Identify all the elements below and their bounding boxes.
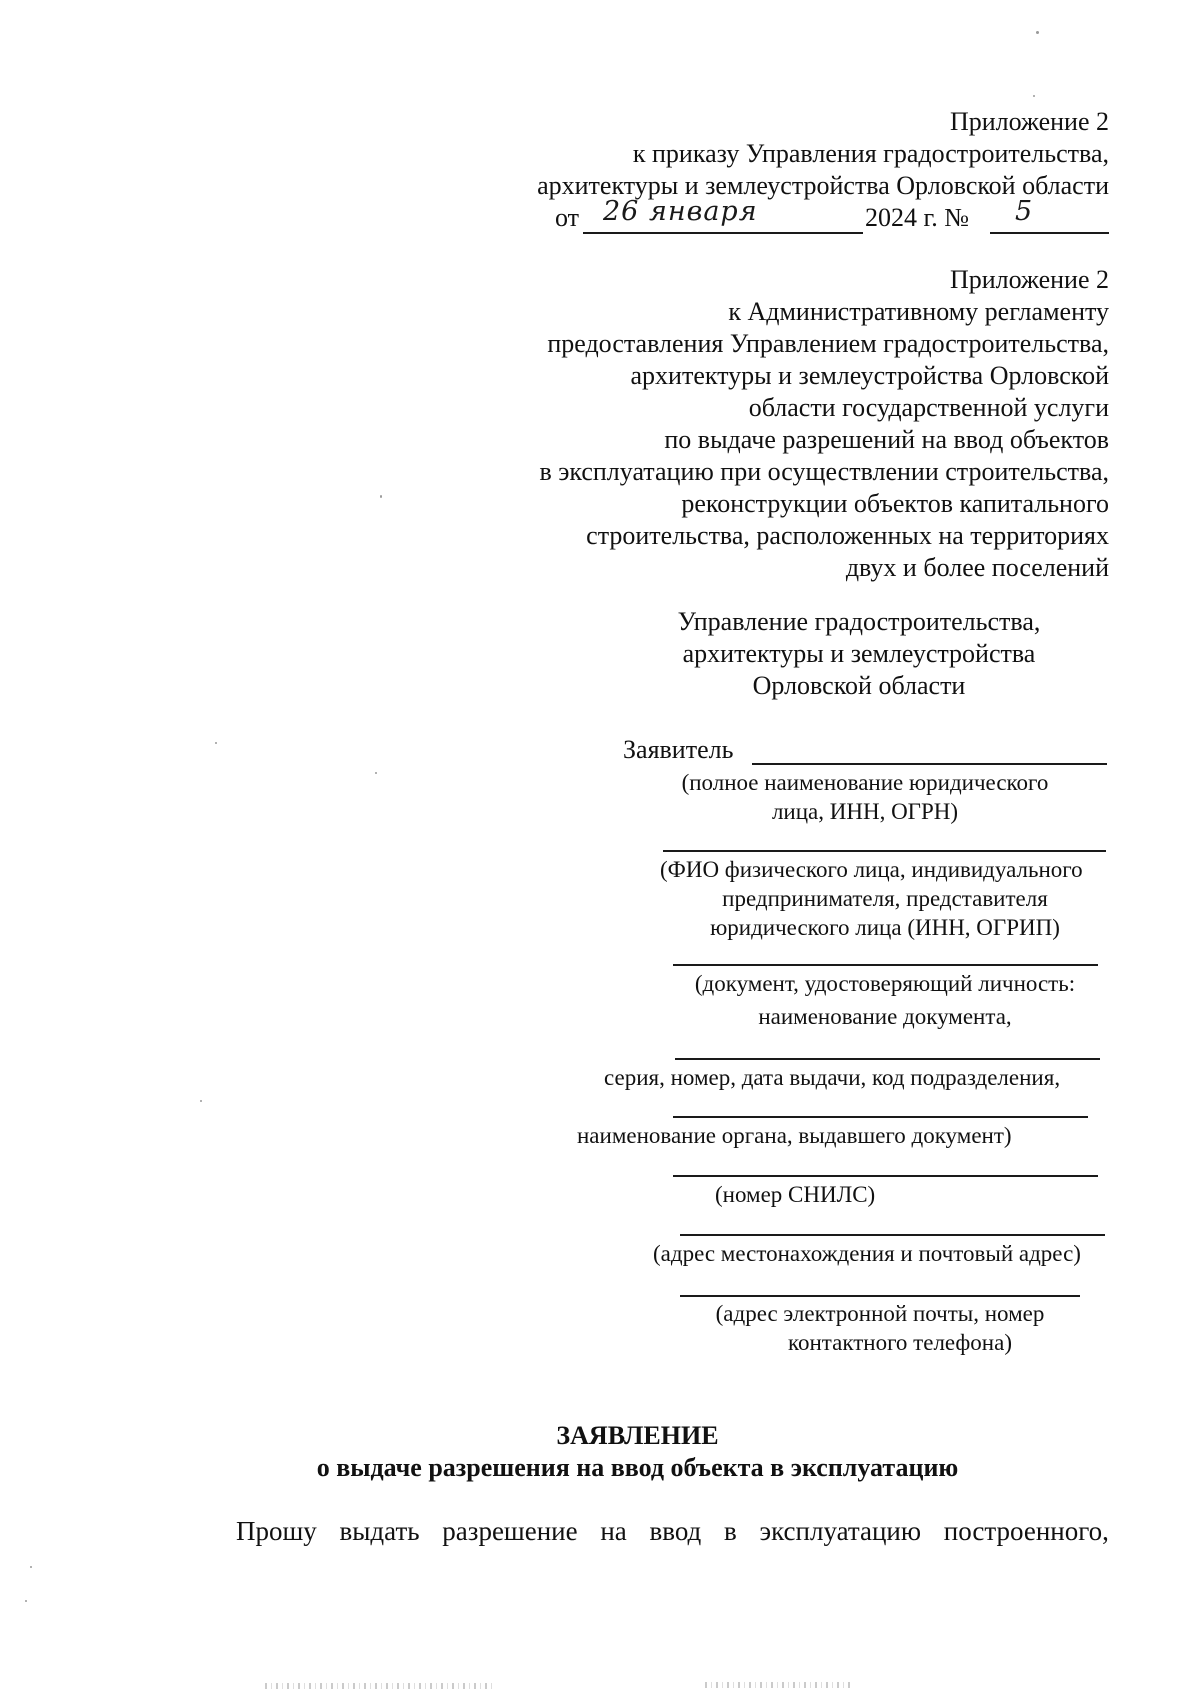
hint-person: (ФИО физического лица, индивидуального	[660, 857, 1083, 882]
body-word: эксплуатацию	[759, 1516, 922, 1546]
order-appendix-line: архитектуры и землеустройства Орловской области	[537, 171, 1109, 200]
regulation-appendix-line: по выдаче разрешений на ввод объектов	[664, 425, 1109, 454]
scan-speck	[25, 1600, 27, 1602]
hint-document: наименование документа,	[758, 1004, 1012, 1029]
order-appendix-title: Приложение 2	[949, 107, 1109, 136]
scan-noise-strip	[705, 1682, 850, 1688]
recipient-line: архитектуры и землеустройства	[682, 639, 1036, 668]
handwritten-number: 5	[1015, 196, 1034, 227]
regulation-appendix-line: строительства, расположенных на территориях	[586, 521, 1109, 550]
hint-series: серия, номер, дата выдачи, код подразделения,	[604, 1065, 1061, 1090]
regulation-appendix-line: предоставления Управлением градостроительства,	[547, 329, 1109, 358]
date-underline	[583, 232, 863, 234]
regulation-appendix-line: архитектуры и землеустройства Орловской	[630, 361, 1109, 390]
scan-speck	[1033, 95, 1035, 97]
body-word: на	[600, 1516, 627, 1546]
hint-issuer: наименование органа, выдавшего документ)	[577, 1123, 1012, 1148]
regulation-appendix-line: к Административному регламенту	[728, 297, 1109, 326]
handwritten-date: 26 января	[603, 196, 758, 227]
scan-speck	[30, 1566, 32, 1568]
number-underline	[990, 232, 1109, 234]
regulation-appendix-line: области государственной услуги	[748, 393, 1109, 422]
hint-person: предпринимателя, представителя	[722, 886, 1048, 911]
statement-title: ЗАЯВЛЕНИЕ	[556, 1421, 719, 1450]
body-word: ввод	[649, 1516, 702, 1546]
document-line	[673, 964, 1098, 966]
contact-line	[680, 1295, 1080, 1297]
regulation-appendix-line: реконструкции объектов капитального	[681, 489, 1109, 518]
regulation-appendix-line: в эксплуатацию при осуществлении строительства,	[539, 457, 1109, 486]
hint-contact: контактного телефона)	[787, 1330, 1012, 1355]
hint-legal: (полное наименование юридического	[681, 770, 1049, 795]
snils-line	[673, 1175, 1098, 1177]
regulation-appendix-title: Приложение 2	[949, 265, 1109, 294]
scan-speck	[375, 772, 377, 774]
body-word: построенного,	[943, 1516, 1109, 1546]
statement-subtitle: о выдаче разрешения на ввод объекта в эксплуатацию	[316, 1453, 959, 1482]
scan-speck	[215, 742, 217, 744]
hint-snils: (номер СНИЛС)	[715, 1182, 876, 1207]
body-word: выдать	[339, 1516, 420, 1546]
scan-speck	[380, 495, 382, 498]
scan-speck	[200, 1100, 202, 1102]
order-appendix-line: к приказу Управления градостроительства,	[632, 139, 1109, 168]
document-issuer-line	[673, 1116, 1088, 1118]
recipient-line: Управление градостроительства,	[677, 607, 1041, 636]
hint-person: юридического лица (ИНН, ОГРИП)	[710, 915, 1060, 940]
year-number-label: 2024 г. №	[865, 203, 970, 232]
hint-contact: (адрес электронной почты, номер	[715, 1301, 1045, 1326]
hint-document: (документ, удостоверяющий личность:	[694, 971, 1076, 996]
body-word: Прошу	[236, 1516, 317, 1546]
hint-legal: лица, ИНН, ОГРН)	[771, 799, 959, 824]
regulation-appendix-line: двух и более поселений	[845, 553, 1109, 582]
body-word: в	[724, 1516, 737, 1546]
applicant-name-line	[752, 763, 1107, 765]
date-prefix: от	[555, 203, 580, 232]
hint-address: (адрес местонахождения и почтовый адрес)	[653, 1241, 1081, 1266]
address-line	[680, 1234, 1105, 1236]
statement-body-line	[236, 1514, 1109, 1548]
scan-noise-strip	[265, 1683, 495, 1689]
scan-speck	[1036, 31, 1039, 34]
recipient-line: Орловской области	[752, 671, 966, 700]
body-word: разрешение	[442, 1516, 578, 1546]
person-name-line	[663, 850, 1106, 852]
applicant-label: Заявитель	[623, 735, 734, 764]
document-series-line	[675, 1058, 1100, 1060]
